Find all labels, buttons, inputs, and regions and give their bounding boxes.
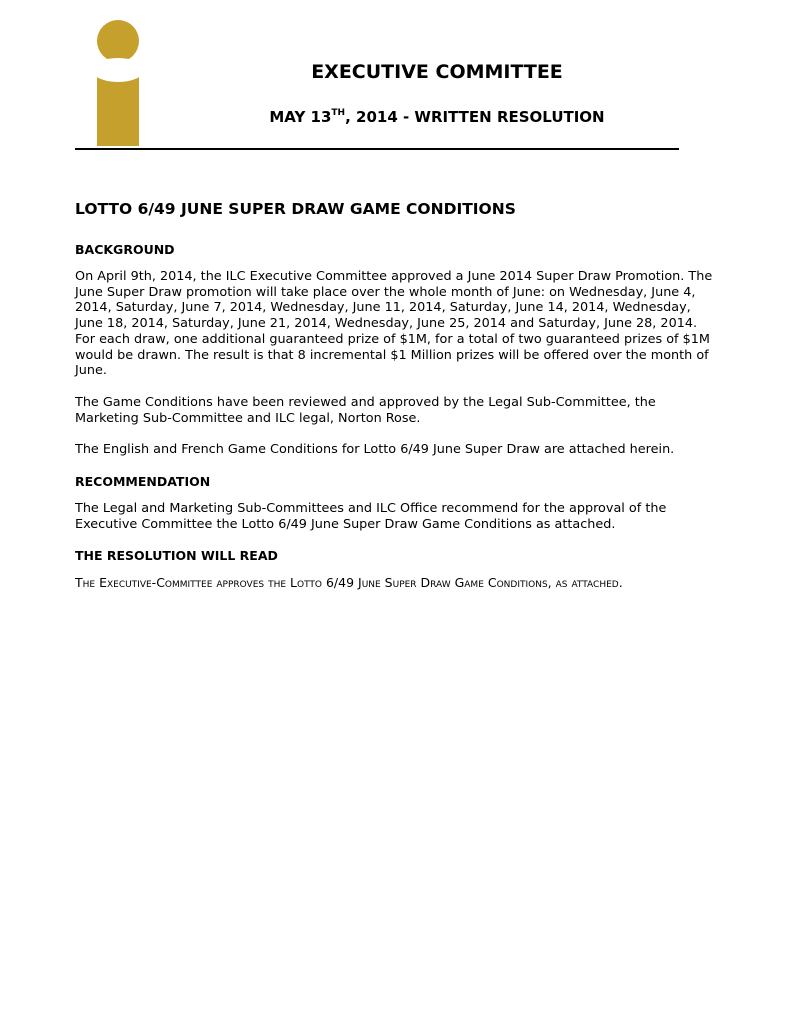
resolution-heading: THE RESOLUTION WILL READ bbox=[75, 548, 278, 564]
subtitle-rest: , 2014 - WRITTEN RESOLUTION bbox=[345, 108, 605, 126]
background-paragraph-2: The Game Conditions have been reviewed and approved by the Legal Sub-Committee, the Marketing Sub-Committee and ILC legal, Norton Rose. bbox=[75, 394, 656, 426]
document-body bbox=[75, 200, 715, 591]
recommendation-paragraph: The Legal and Marketing Sub-Committees and ILC Office recommend for the approval of the Executive Committee the Lotto 6/49 June Super Draw Game Conditions as attached. bbox=[75, 501, 667, 532]
header-divider bbox=[75, 148, 679, 150]
resolution-text: The Executive-Committee approves the Lotto 6/49 June Super Draw Game Conditions, as attached. bbox=[75, 575, 623, 591]
subtitle-date-suffix: TH bbox=[331, 108, 346, 118]
document-subtitle bbox=[200, 108, 674, 126]
background-paragraph-3: The English and French Game Conditions for Lotto 6/49 June Super Draw are attached herein. bbox=[75, 442, 675, 458]
logo-notch bbox=[92, 58, 144, 82]
subtitle-date: MAY 13 bbox=[269, 108, 332, 126]
organization-logo bbox=[96, 20, 140, 128]
logo-dot bbox=[97, 20, 139, 62]
background-heading: BACKGROUND bbox=[75, 242, 175, 257]
background-paragraph-1: On April 9th, 2014, the ILC Executive Committee approved a June 2014 Super Draw Promotion. The June Super Draw promotion will take place over the whole month of June: on Wednesday, June 4, 2014, Saturday, June 7, 2014, Wednesday, June 11, 2014, Saturday, June 14, 2014, Wednesday, June 18, 2014, Saturday, June 21, 2014, Wednesday, June 25, 2014 and Saturday, June 28, 2014. For each draw, one additional guaranteed prize of $1M, for a total of two guaranteed prizes of $1M would be drawn. The result is that 8 incremental $1 Million prizes will be offered over the month of June. bbox=[75, 269, 713, 379]
main-heading: LOTTO 6/49 JUNE SUPER DRAW GAME CONDITIONS bbox=[75, 200, 516, 218]
document-title: EXECUTIVE COMMITTEE bbox=[311, 61, 563, 83]
recommendation-heading: RECOMMENDATION bbox=[75, 474, 211, 490]
